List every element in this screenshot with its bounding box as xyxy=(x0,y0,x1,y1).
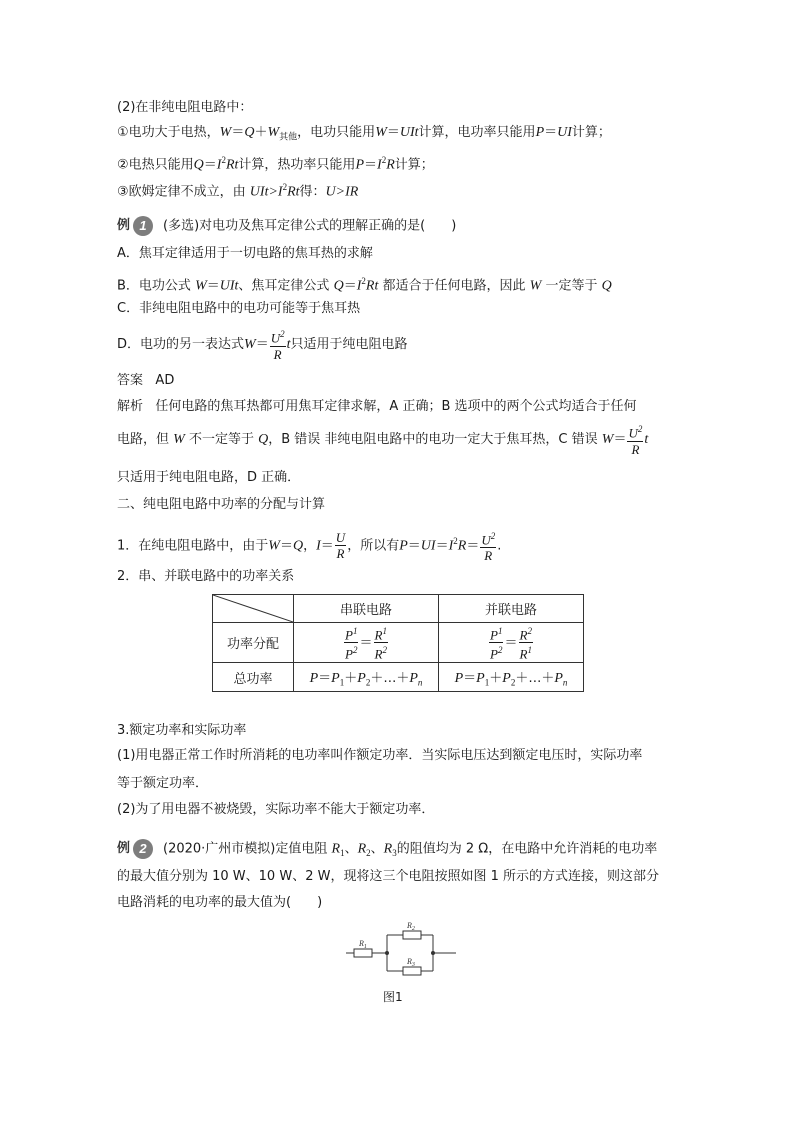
part-3-para-2: (2)为了用电器不被烧毁，实际功率不能大于额定功率． xyxy=(117,802,435,817)
point-2: ②电热只能用$Q=I^2Rt$计算，热功率只能用$P=I^2R$计算； xyxy=(117,155,434,173)
svg-text:R1: $R_1$ xyxy=(359,939,367,950)
svg-text:R2: $R_2$ xyxy=(407,921,415,932)
example-2-line-1: 例 2 (2020·广州市模拟)定值电阻 $R_1$、$R_2$、$R_3$的阻值均为 2 Ω，在电路中允许消耗的电功率 xyxy=(117,841,658,859)
resistor-r1 xyxy=(354,949,372,957)
circuit-diagram xyxy=(340,916,470,978)
figure-caption: 图1 xyxy=(383,990,403,1004)
row-label-distribution: 功率分配 xyxy=(213,623,294,663)
analysis-line-3: 只适用于纯电阻电路，D 正确． xyxy=(117,470,301,485)
analysis-line-2: 电路，但 W 不一定等于 Q，B 错误 非纯电阻电路中的电功一定大于焦耳热，C 错误 W＝ $\frac{U^2}{R}$ t xyxy=(117,424,649,457)
parallel-ratio: $\frac{P^1}{P^2}$ ＝ $\frac{R^2}{R^1}$ xyxy=(439,623,584,663)
example-2-line-3: 电路消耗的电功率的最大值为( ) xyxy=(117,895,323,910)
series-ratio: $\frac{P^1}{P^2}$ ＝ $\frac{R^1}{R^2}$ xyxy=(294,623,439,663)
point-1: ①电功大于电热，$W=Q+W_{其他}$，电功只能用W＝UIt计算，电功率只能用P＝UI计算； xyxy=(117,125,611,142)
example-2-line-2: 的最大值分别为 10 W、10 W、2 W，现将这三个电阻按照如图 1 所示的方式连接，则这部分 xyxy=(117,869,659,884)
svg-text:R3: $R_3$ xyxy=(407,957,415,968)
resistor-r3 xyxy=(403,967,421,975)
fraction: $\frac{U}{R}$ xyxy=(335,530,346,562)
option-b: B．电功公式 W＝UIt、焦耳定律公式 $Q=I^2Rt$ 都适合于任何电路，因此 W 一定等于 Q xyxy=(117,276,612,294)
example-badge: 例 1 xyxy=(117,216,159,236)
part-3-para-1b: 等于额定功率． xyxy=(117,776,209,791)
option-d: D．电功的另一表达式W＝ $\frac{U^2}{R}$ t只适用于纯电阻电路 xyxy=(117,329,408,362)
fraction: $\frac{U^2}{R}$ xyxy=(628,424,643,457)
header-series: 串联电路 xyxy=(294,595,439,623)
answer-value: AD xyxy=(155,373,175,388)
fraction: $\frac{U^2}{R}$ xyxy=(481,530,496,563)
answer-label: 答案 xyxy=(117,373,144,388)
row-label-total: 总功率 xyxy=(213,663,294,692)
section-heading: (2)在非纯电阻电路中： xyxy=(117,100,253,115)
option-c: C．非纯电阻电路中的电功可能等于焦耳热 xyxy=(117,301,361,316)
header-parallel: 并联电路 xyxy=(439,595,584,623)
table-corner xyxy=(213,595,294,623)
example-badge: 例 2 xyxy=(117,839,159,859)
example-1-question: 例 1 (多选)对电功及焦耳定律公式的理解正确的是( ) xyxy=(117,216,456,236)
point-3: ③欧姆定律不成立，由 $UIt>I^2Rt$得：U>IR xyxy=(117,182,359,200)
option-a: A．焦耳定律适用于一切电路的焦耳热的求解 xyxy=(117,246,373,261)
part-2-point-1: 1．在纯电阻电路中，由于W＝Q，I＝ $\frac{U}{R}$ ，所以有$P=UI=I^2R=$ $\frac{U^2}{R}$ . xyxy=(117,530,502,563)
parallel-total: $P=P_1+P_2+\dots+P_n$ xyxy=(439,663,584,692)
fraction: $\frac{U^2}{R}$ xyxy=(270,329,285,362)
series-total: $P=P_1+P_2+\dots+P_n$ xyxy=(294,663,439,692)
part-2-heading: 二、纯电阻电路中功率的分配与计算 xyxy=(117,497,326,512)
part-2-point-2: 2．串、并联电路中的功率关系 xyxy=(117,569,295,584)
analysis-label: 解析 xyxy=(117,399,144,414)
analysis-line-1: 解析 任何电路的焦耳热都可用焦耳定律求解，A 正确；B 选项中的两个公式均适合于任何 xyxy=(117,399,637,414)
part-3-para-1a: (1)用电器正常工作时所消耗的电功率叫作额定功率．当实际电压达到额定电压时，实际功率 xyxy=(117,748,643,763)
answer-line xyxy=(117,372,174,390)
power-table xyxy=(212,594,584,692)
part-3-heading: 3.额定功率和实际功率 xyxy=(117,723,247,738)
resistor-r2 xyxy=(403,931,421,939)
